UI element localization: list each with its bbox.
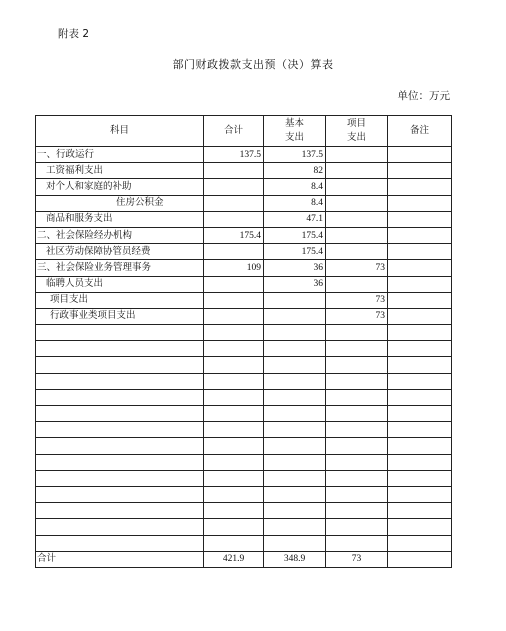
cell-note	[388, 292, 452, 308]
table-row	[36, 147, 452, 163]
blank-cell	[388, 486, 452, 502]
blank-cell	[388, 341, 452, 357]
blank-cell	[204, 406, 264, 422]
blank-cell	[326, 422, 388, 438]
header-project-line1: 项目	[346, 118, 366, 129]
cell-project: 73	[326, 260, 388, 276]
cell-basic: 8.4	[264, 179, 326, 195]
cell-note	[388, 195, 452, 211]
blank-cell	[36, 357, 204, 373]
blank-cell	[388, 503, 452, 519]
blank-cell	[36, 422, 204, 438]
total-note	[388, 551, 452, 567]
attachment-label: 附表 2	[58, 28, 90, 40]
cell-project	[326, 163, 388, 179]
blank-cell	[204, 357, 264, 373]
blank-cell	[388, 454, 452, 470]
cell-basic: 175.4	[264, 227, 326, 243]
blank-cell	[264, 389, 326, 405]
blank-cell	[204, 535, 264, 551]
blank-cell	[36, 486, 204, 502]
cell-project	[326, 147, 388, 163]
blank-cell	[264, 486, 326, 502]
header-total: 合计	[204, 116, 264, 147]
table-row	[36, 276, 452, 292]
cell-total	[204, 244, 264, 260]
blank-cell	[204, 454, 264, 470]
table-row	[36, 179, 452, 195]
table-row	[36, 227, 452, 243]
total-row	[36, 551, 452, 567]
cell-project: 73	[326, 292, 388, 308]
blank-cell	[204, 325, 264, 341]
cell-project	[326, 276, 388, 292]
cell-note	[388, 308, 452, 324]
blank-cell	[326, 503, 388, 519]
budget-table	[35, 115, 452, 568]
blank-cell	[326, 486, 388, 502]
blank-cell	[388, 470, 452, 486]
blank-cell	[264, 454, 326, 470]
total-project: 73	[326, 551, 388, 567]
cell-basic: 36	[264, 260, 326, 276]
header-basic-line1: 基本	[284, 118, 304, 129]
blank-row	[36, 486, 452, 502]
blank-cell	[326, 438, 388, 454]
blank-cell	[326, 535, 388, 551]
cell-note	[388, 260, 452, 276]
blank-cell	[388, 357, 452, 373]
blank-cell	[36, 503, 204, 519]
blank-cell	[204, 389, 264, 405]
blank-cell	[326, 519, 388, 535]
cell-project	[326, 179, 388, 195]
blank-cell	[264, 438, 326, 454]
cell-project	[326, 244, 388, 260]
blank-row	[36, 357, 452, 373]
cell-total	[204, 211, 264, 227]
cell-basic	[264, 292, 326, 308]
blank-cell	[36, 389, 204, 405]
cell-total: 175.4	[204, 227, 264, 243]
blank-cell	[388, 406, 452, 422]
unit-label: 单位：万元	[397, 90, 450, 102]
blank-row	[36, 422, 452, 438]
blank-cell	[388, 389, 452, 405]
header-project	[326, 116, 388, 147]
blank-cell	[326, 389, 388, 405]
blank-cell	[204, 519, 264, 535]
blank-cell	[264, 341, 326, 357]
blank-cell	[36, 341, 204, 357]
blank-cell	[204, 438, 264, 454]
blank-cell	[264, 357, 326, 373]
blank-cell	[264, 406, 326, 422]
cell-basic: 137.5	[264, 147, 326, 163]
header-basic	[264, 116, 326, 147]
blank-row	[36, 519, 452, 535]
blank-cell	[264, 373, 326, 389]
blank-cell	[204, 503, 264, 519]
blank-cell	[326, 454, 388, 470]
blank-cell	[36, 406, 204, 422]
cell-note	[388, 244, 452, 260]
blank-cell	[326, 406, 388, 422]
blank-cell	[36, 535, 204, 551]
cell-note	[388, 211, 452, 227]
blank-row	[36, 535, 452, 551]
table-header-row	[36, 116, 452, 147]
cell-subject: 三、社会保险业务管理事务	[36, 260, 204, 276]
table-row	[36, 244, 452, 260]
blank-cell	[36, 470, 204, 486]
cell-note	[388, 179, 452, 195]
cell-note	[388, 276, 452, 292]
blank-cell	[36, 454, 204, 470]
cell-total: 109	[204, 260, 264, 276]
blank-cell	[388, 519, 452, 535]
table-row	[36, 292, 452, 308]
table-row	[36, 211, 452, 227]
cell-subject: 项目支出	[36, 292, 204, 308]
cell-project	[326, 195, 388, 211]
blank-cell	[326, 357, 388, 373]
blank-cell	[36, 373, 204, 389]
total-basic: 348.9	[264, 551, 326, 567]
cell-subject: 行政事业类项目支出	[36, 308, 204, 324]
cell-basic: 82	[264, 163, 326, 179]
blank-row	[36, 341, 452, 357]
cell-note	[388, 147, 452, 163]
cell-total: 137.5	[204, 147, 264, 163]
cell-subject: 工资福利支出	[36, 163, 204, 179]
cell-basic: 8.4	[264, 195, 326, 211]
cell-basic	[264, 308, 326, 324]
cell-total	[204, 179, 264, 195]
total-subject: 合计	[36, 551, 204, 567]
cell-total	[204, 195, 264, 211]
blank-cell	[204, 373, 264, 389]
cell-basic: 36	[264, 276, 326, 292]
blank-cell	[388, 438, 452, 454]
table-row	[36, 260, 452, 276]
cell-subject: 临聘人员支出	[36, 276, 204, 292]
cell-project	[326, 211, 388, 227]
cell-total	[204, 276, 264, 292]
blank-row	[36, 389, 452, 405]
blank-cell	[204, 486, 264, 502]
blank-cell	[36, 438, 204, 454]
cell-subject: 住房公积金	[36, 195, 204, 211]
blank-cell	[264, 325, 326, 341]
blank-cell	[264, 503, 326, 519]
cell-total	[204, 163, 264, 179]
cell-subject: 一、行政运行	[36, 147, 204, 163]
blank-cell	[326, 470, 388, 486]
blank-cell	[388, 373, 452, 389]
page-title: 部门财政拨款支出预（决）算表	[172, 58, 334, 71]
cell-basic: 47.1	[264, 211, 326, 227]
blank-cell	[36, 519, 204, 535]
blank-cell	[204, 422, 264, 438]
blank-cell	[264, 470, 326, 486]
cell-basic: 175.4	[264, 244, 326, 260]
cell-project: 73	[326, 308, 388, 324]
cell-project	[326, 227, 388, 243]
table-row	[36, 163, 452, 179]
blank-row	[36, 438, 452, 454]
blank-row	[36, 503, 452, 519]
blank-row	[36, 470, 452, 486]
header-basic-line2: 支出	[284, 132, 304, 143]
blank-cell	[264, 535, 326, 551]
table-row	[36, 195, 452, 211]
blank-cell	[326, 341, 388, 357]
cell-subject: 二、社会保险经办机构	[36, 227, 204, 243]
cell-subject: 社区劳动保障协管员经费	[36, 244, 204, 260]
header-subject: 科目	[36, 116, 204, 147]
cell-total	[204, 308, 264, 324]
header-note: 备注	[388, 116, 452, 147]
blank-cell	[36, 325, 204, 341]
blank-cell	[264, 422, 326, 438]
blank-cell	[204, 341, 264, 357]
header-project-line2: 支出	[346, 132, 366, 143]
blank-row	[36, 454, 452, 470]
blank-cell	[326, 325, 388, 341]
cell-subject: 商品和服务支出	[36, 211, 204, 227]
blank-cell	[326, 373, 388, 389]
table-row	[36, 308, 452, 324]
blank-cell	[388, 422, 452, 438]
blank-row	[36, 373, 452, 389]
blank-cell	[388, 325, 452, 341]
blank-row	[36, 406, 452, 422]
cell-note	[388, 227, 452, 243]
total-total: 421.9	[204, 551, 264, 567]
blank-cell	[388, 535, 452, 551]
cell-total	[204, 292, 264, 308]
blank-cell	[204, 470, 264, 486]
cell-note	[388, 163, 452, 179]
blank-row	[36, 325, 452, 341]
blank-cell	[264, 519, 326, 535]
cell-subject: 对个人和家庭的补助	[36, 179, 204, 195]
